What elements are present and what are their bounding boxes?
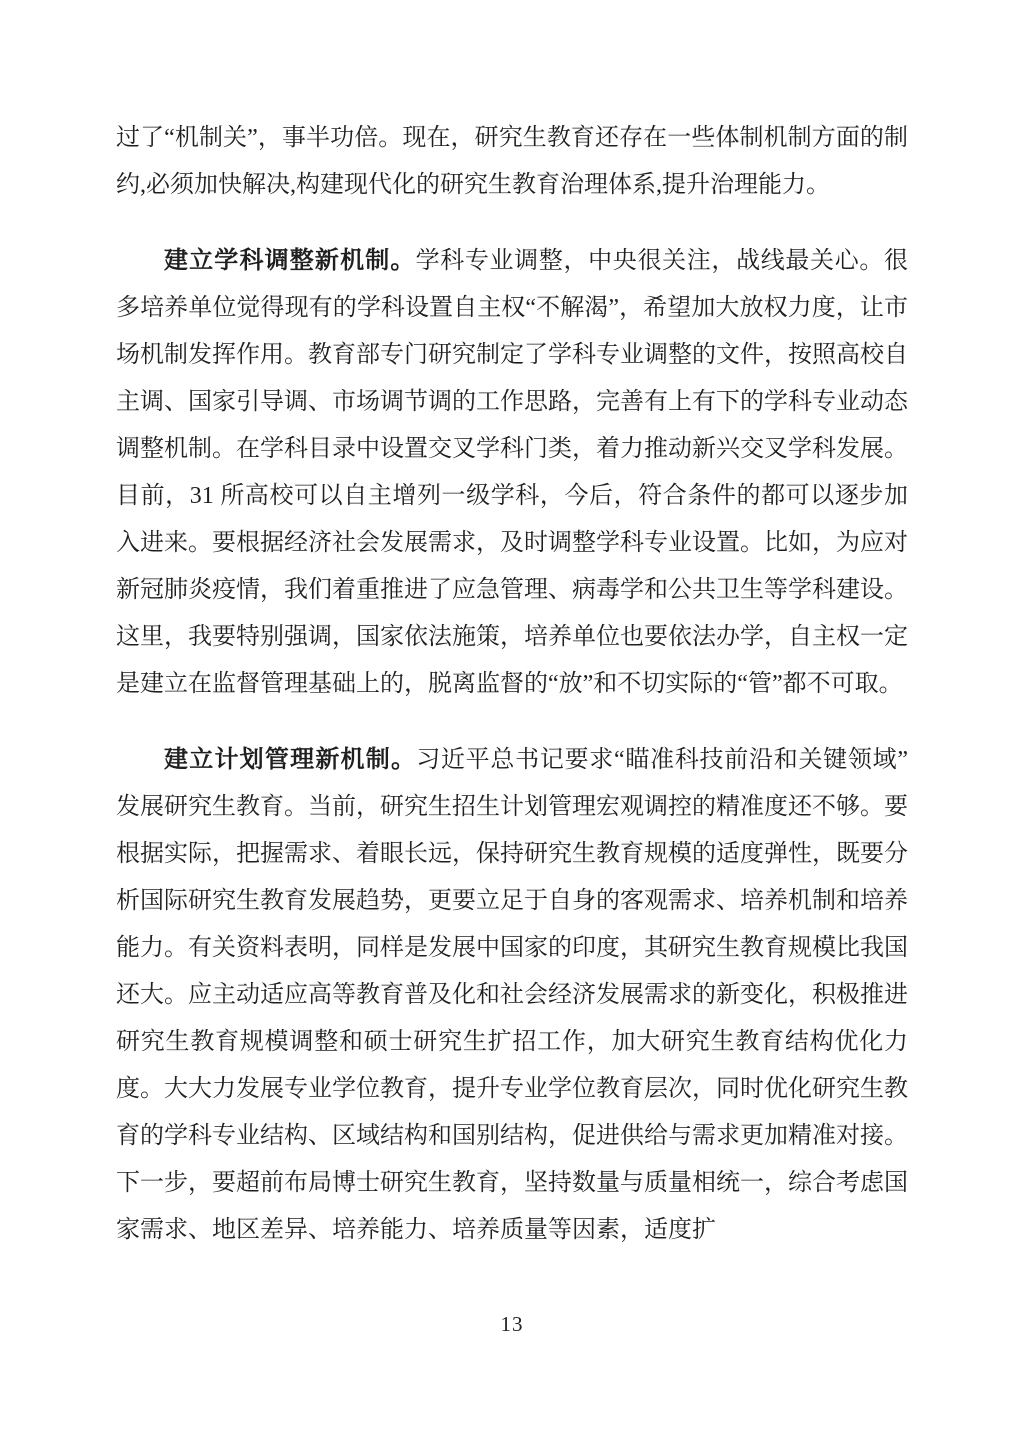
paragraph-text: 学科专业调整，中央很关注，战线最关心。很多培养单位觉得现有的学科设置自主权“不解渴”，希望加大放权力度，让市场机制发挥作用。教育部专门研究制定了学科专业调整的文件，按照高校自主调、国家引导调、市场调节调的工作思路，完善有上有下的学科专业动态调整机制。在学科目录中设置交叉学科门类，着力推动新兴交叉学科发展。目前，31 所高校可以自主增列一级学科，今后，符合条件的都可以逐步加入进来。要根据经济社会发展需求，及时调整学科专业设置。比如，为应对新冠肺炎疫情，我们着重推进了应急管理、病毒学和公共卫生等学科建设。这里，我要特别强调，国家依法施策，培养单位也要依法办学，自主权一定是建立在监督管理基础上的，脱离监督的“放”和不切实际的“管”都不可取。	[116, 248, 909, 697]
paragraph-plan-management	[116, 736, 908, 1254]
paragraph-discipline-adjustment	[116, 237, 908, 708]
paragraph-text: 习近平总书记要求“瞄准科技前沿和关键领域”发展研究生教育。当前，研究生招生计划管理宏观调控的精准度还不够。要根据实际，把握需求、着眼长远，保持研究生教育规模的适度弹性，既要分析国际研究生教育发展趋势，更要立足于自身的客观需求、培养机制和培养能力。有关资料表明，同样是发展中国家的印度，其研究生教育规模比我国还大。应主动适应高等教育普及化和社会经济发展需求的新变化，积极推进研究生教育规模调整和硕士研究生扩招工作，加大研究生教育结构优化力度。大大力发展专业学位教育，提升专业学位教育层次，同时优化研究生教育的学科专业结构、区域结构和国别结构，促进供给与需求更加精准对接。下一步，要超前布局博士研究生教育，坚持数量与质量相统一，综合考虑国家需求、地区差异、培养能力、培养质量等因素，适度扩	[116, 747, 908, 1243]
page-footer	[0, 1312, 1024, 1337]
page-number: 13	[500, 1312, 524, 1336]
document-body	[116, 114, 908, 1282]
paragraph-lead: 建立计划管理新机制。	[164, 746, 417, 773]
paragraph-text: 过了“机制关”，事半功倍。现在，研究生教育还存在一些体制机制方面的制约,必须加快解决,构建现代化的研究生教育治理体系,提升治理能力。	[116, 125, 908, 198]
paragraph-lead: 建立学科调整新机制。	[164, 247, 416, 274]
paragraph-continued	[116, 114, 908, 209]
